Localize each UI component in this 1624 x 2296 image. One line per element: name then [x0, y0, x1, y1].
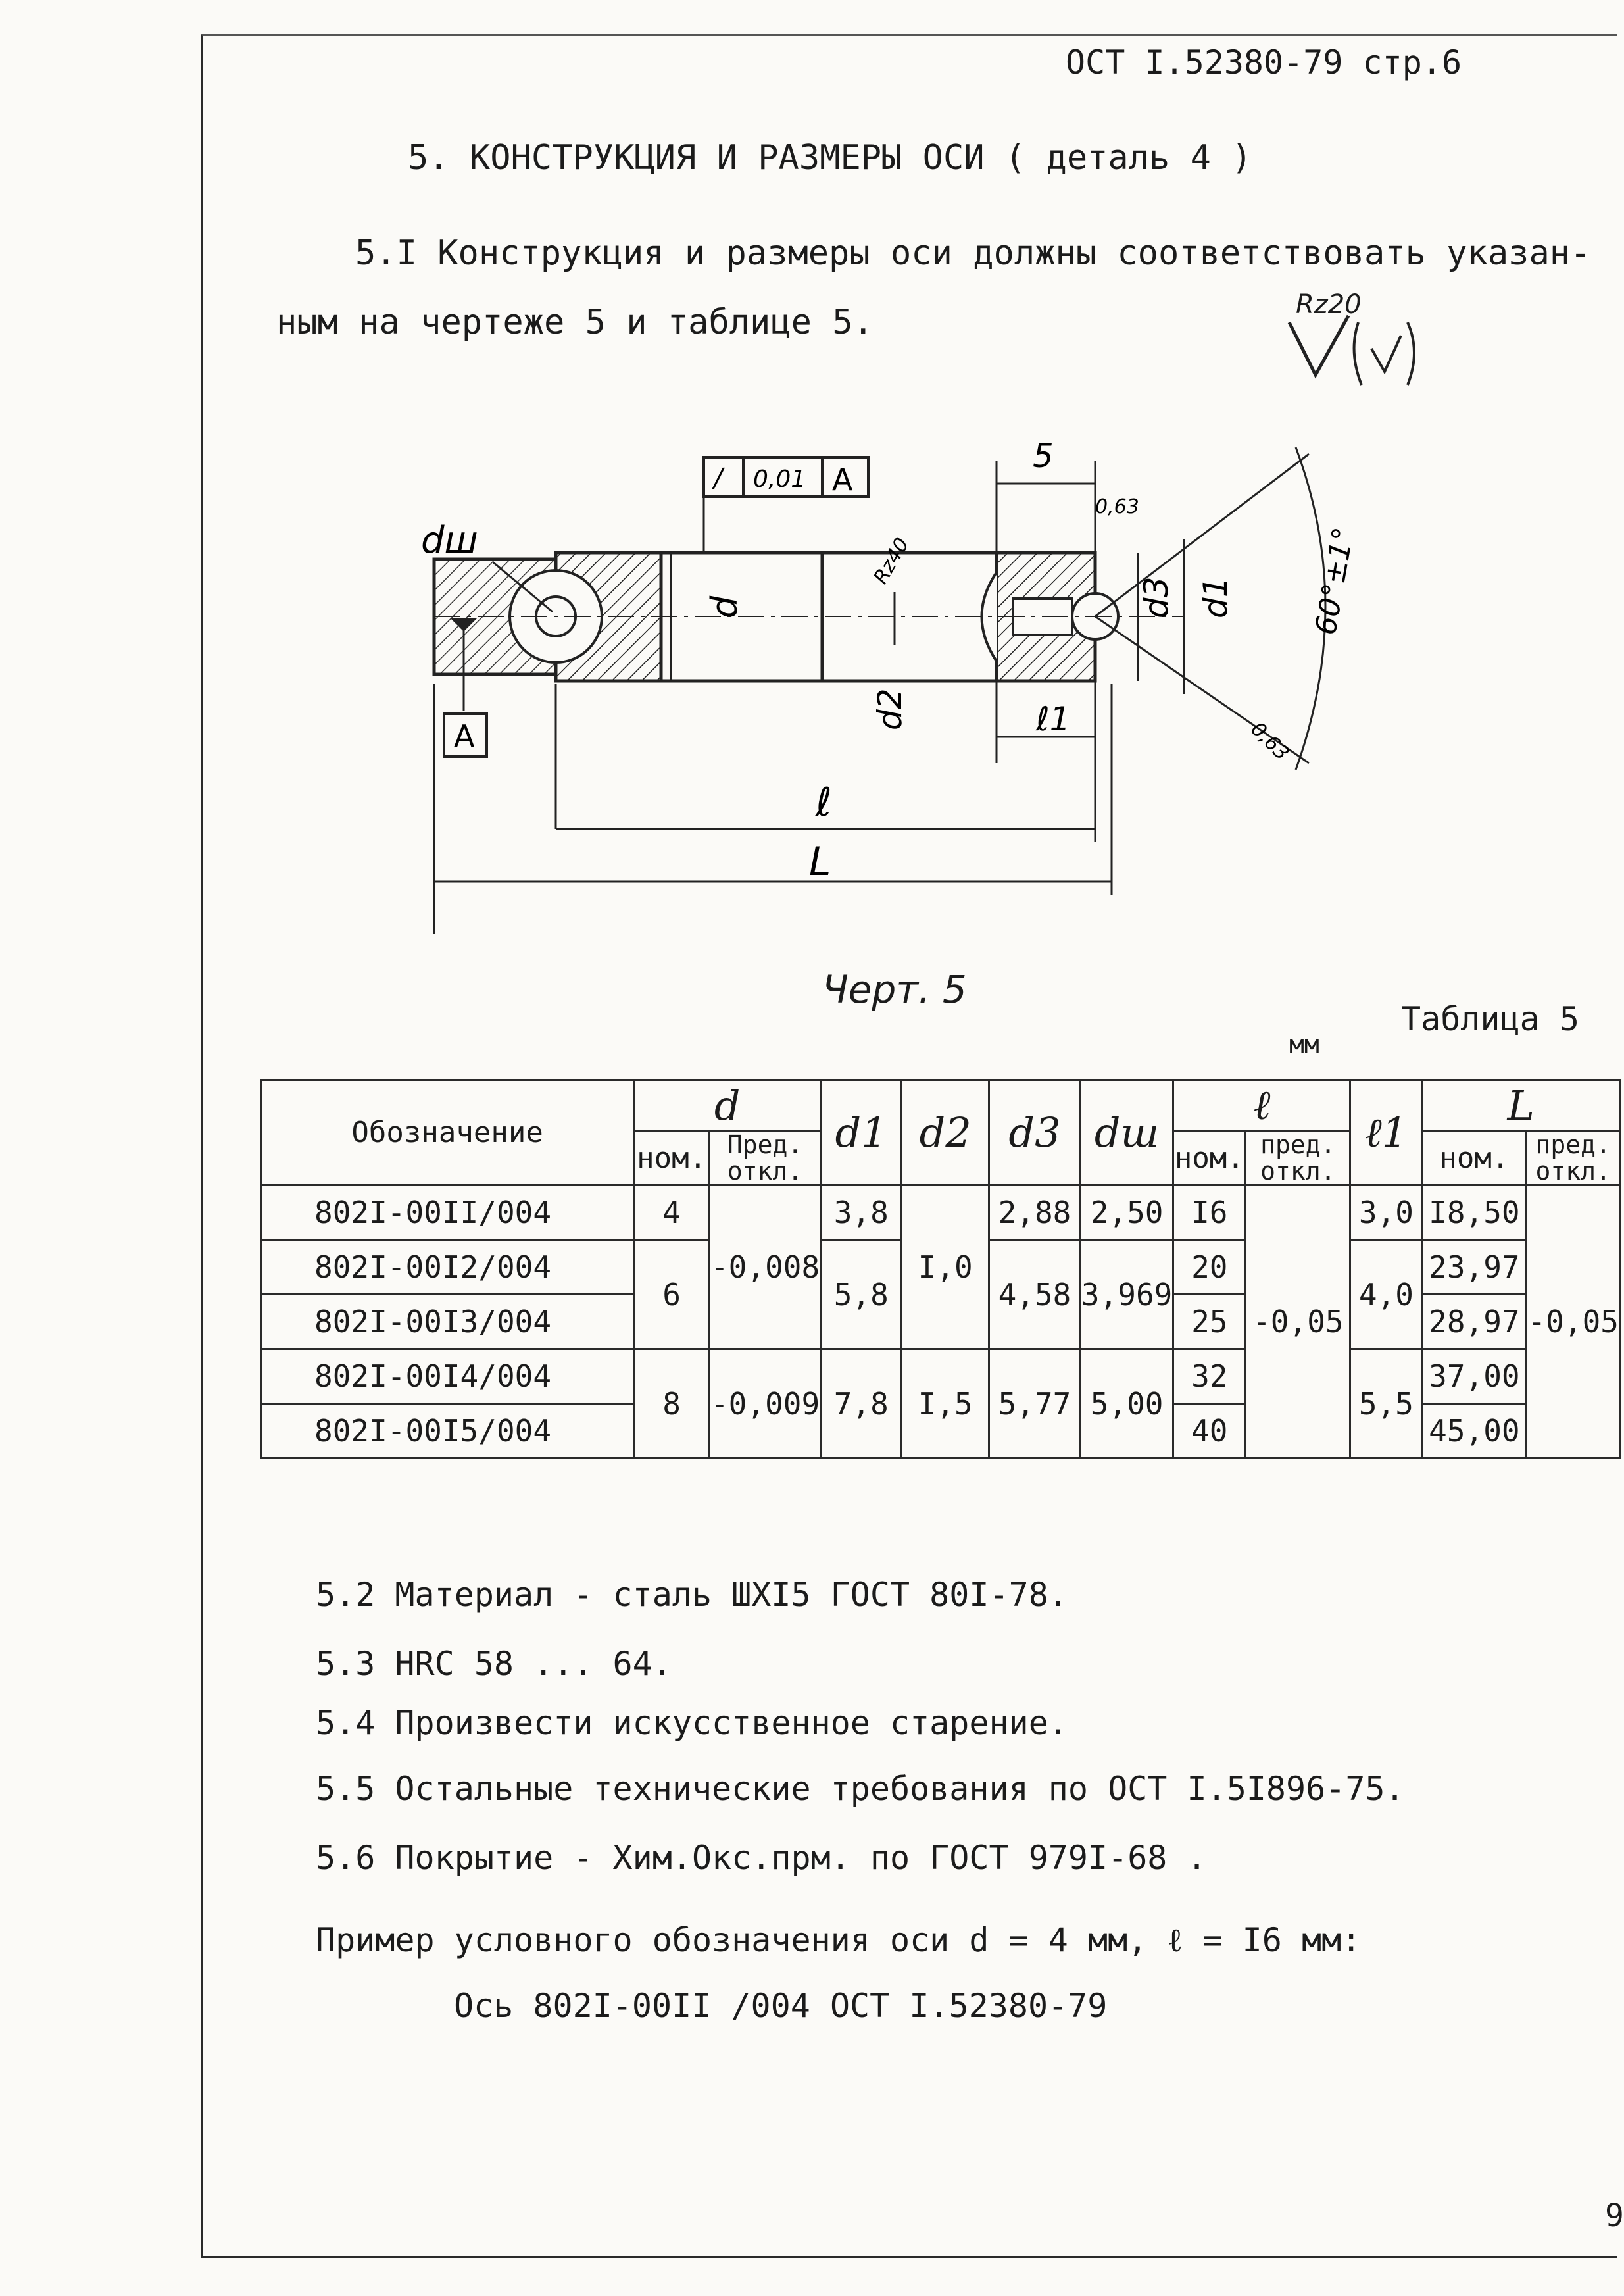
header-L-dev: пред. откл. — [1527, 1131, 1620, 1185]
cell-L-nom: 45,00 — [1422, 1404, 1527, 1459]
cell-d2: I,0 — [902, 1185, 989, 1349]
header-d1: d1 — [821, 1080, 902, 1185]
example-line: Пример условного обозначения оси d = 4 мм, ℓ = I6 мм: — [316, 1921, 1362, 1959]
cell-l1: 3,0 — [1350, 1185, 1422, 1240]
header-L: L — [1422, 1080, 1620, 1131]
cell-dsh: 3,969 — [1080, 1240, 1173, 1349]
svg-text:5: 5 — [1033, 437, 1054, 475]
svg-text:d1: d1 — [1196, 576, 1235, 618]
roughness-label: Rz20 — [1296, 289, 1362, 320]
cell-d-nom: 8 — [634, 1349, 710, 1459]
section-title: 5. КОНСТРУКЦИЯ И РАЗМЕРЫ ОСИ ( деталь 4 ) — [408, 138, 1252, 178]
svg-text:60°±1°: 60°±1° — [1309, 524, 1361, 637]
svg-text:A: A — [832, 462, 853, 497]
item-5-5: 5.5 Остальные технические требования по ОСТ I.5I896-75. — [316, 1770, 1405, 1808]
svg-text:d3: d3 — [1137, 576, 1175, 618]
header-d-dev: Пред. откл. — [709, 1131, 820, 1185]
cell-l-nom: I6 — [1173, 1185, 1246, 1240]
paragraph-5-1-line1: 5.I Конструкция и размеры оси должны соответствовать указан- — [355, 234, 1591, 273]
item-5-3: 5.3 HRC 58 ... 64. — [316, 1645, 672, 1683]
cell-d1: 7,8 — [821, 1349, 902, 1459]
svg-text:ℓ: ℓ — [816, 780, 832, 826]
svg-text:dш: dш — [421, 519, 478, 562]
cell-L-nom: I8,50 — [1422, 1185, 1527, 1240]
page-number: 9 — [1605, 2197, 1624, 2234]
svg-text:0,63: 0,63 — [1246, 717, 1294, 765]
header-l-dev: пред. откл. — [1246, 1131, 1350, 1185]
svg-text:d: d — [704, 595, 745, 618]
cell-code: 802I-00I2/004 — [261, 1240, 634, 1295]
cell-l-nom: 32 — [1173, 1349, 1246, 1404]
cell-code: 802I-00I4/004 — [261, 1349, 634, 1404]
paragraph-5-1-line2: ным на чертеже 5 и таблице 5. — [276, 303, 874, 342]
cell-d1: 3,8 — [821, 1185, 902, 1240]
svg-text:ℓ1: ℓ1 — [1036, 700, 1071, 738]
header-L-nom: ном. — [1422, 1131, 1527, 1185]
svg-text:A: A — [454, 718, 475, 754]
cell-d-nom: 4 — [634, 1185, 710, 1240]
header-d: d — [634, 1080, 821, 1131]
table-row — [261, 1349, 1620, 1404]
svg-text:d2: d2 — [871, 688, 909, 730]
header-d3: d3 — [989, 1080, 1081, 1185]
roughness-symbol — [1289, 316, 1434, 401]
cell-d1: 5,8 — [821, 1240, 902, 1349]
svg-text:0,63: 0,63 — [1095, 495, 1139, 518]
header-d-nom: ном. — [634, 1131, 710, 1185]
document-header: ОСТ I.52380-79 стр.6 — [1066, 43, 1462, 82]
cell-d3: 2,88 — [989, 1185, 1081, 1240]
cell-code: 802I-00I5/004 — [261, 1404, 634, 1459]
header-d2: d2 — [902, 1080, 989, 1185]
cell-l1: 4,0 — [1350, 1240, 1422, 1349]
cell-d-dev: -0,008 — [709, 1185, 820, 1349]
item-5-6: 5.6 Покрытие - Хим.Окс.прм. по ГОСТ 979I-68 . — [316, 1839, 1207, 1877]
header-designation: Обозначение — [261, 1080, 634, 1185]
item-5-2: 5.2 Материал - сталь ШХI5 ГОСТ 80I-78. — [316, 1576, 1068, 1614]
drawing-caption: Черт. 5 — [822, 967, 967, 1012]
axle-drawing — [395, 421, 1368, 947]
cell-dsh: 5,00 — [1080, 1349, 1173, 1459]
svg-text:0,01: 0,01 — [753, 466, 806, 493]
cell-d-dev: -0,009 — [709, 1349, 820, 1459]
example-designation: Ось 802I-00II /004 ОСТ I.52380-79 — [454, 1987, 1108, 2025]
cell-l-dev: -0,05 — [1246, 1185, 1350, 1459]
cell-d3: 5,77 — [989, 1349, 1081, 1459]
cell-L-dev: -0,05 — [1527, 1185, 1620, 1459]
header-l1: ℓ1 — [1350, 1080, 1422, 1185]
cell-d3: 4,58 — [989, 1240, 1081, 1349]
cell-d2: I,5 — [902, 1349, 989, 1459]
cell-dsh: 2,50 — [1080, 1185, 1173, 1240]
svg-text:∕: ∕ — [714, 463, 723, 493]
cell-code: 802I-00I3/004 — [261, 1295, 634, 1349]
cell-code: 802I-00II/004 — [261, 1185, 634, 1240]
header-l-nom: ном. — [1173, 1131, 1246, 1185]
header-dsh: dш — [1080, 1080, 1173, 1185]
cell-L-nom: 28,97 — [1422, 1295, 1527, 1349]
cell-L-nom: 37,00 — [1422, 1349, 1527, 1404]
cell-L-nom: 23,97 — [1422, 1240, 1527, 1295]
cell-l-nom: 20 — [1173, 1240, 1246, 1295]
svg-text:L: L — [809, 839, 831, 885]
cell-d-nom: 6 — [634, 1240, 710, 1349]
dimensions-table — [260, 1079, 1621, 1459]
cell-l1: 5,5 — [1350, 1349, 1422, 1459]
table-row — [261, 1185, 1620, 1240]
units-label: мм — [1289, 1030, 1319, 1059]
cell-l-nom: 40 — [1173, 1404, 1246, 1459]
item-5-4: 5.4 Произвести искусственное старение. — [316, 1704, 1068, 1742]
header-l: ℓ — [1173, 1080, 1350, 1131]
table-caption: Таблица 5 — [1401, 1000, 1579, 1038]
cell-l-nom: 25 — [1173, 1295, 1246, 1349]
svg-text:Rz40: Rz40 — [869, 534, 914, 588]
